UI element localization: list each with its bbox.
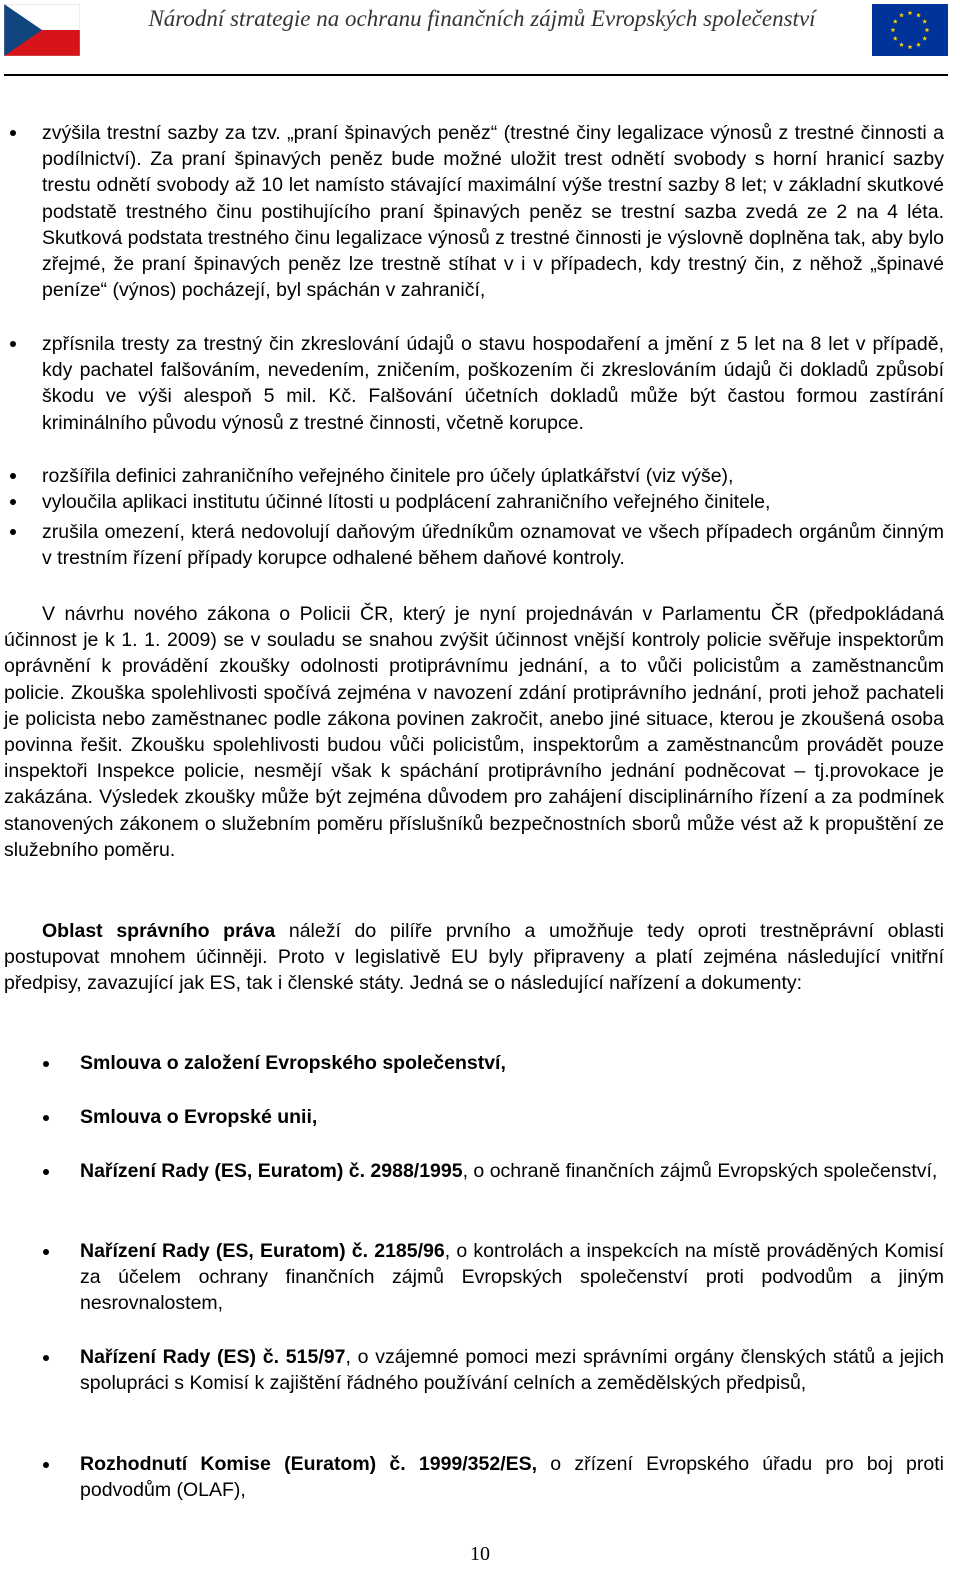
list-item: zpřísnila tresty za trestný čin zkreslování údajů o stavu hospodaření a jmění z 5 let na 8 let v případě, kdy pachatel falšováním, nevedením, zničením, poškozením či zkreslováním údajů či dokladů způsobí škodu ve výši alespoň 5 mil. Kč. Falšování účetních dokladů může být častou formou zastírání kriminálního původu výnosů z trestné činnosti, včetně korupce.	[42, 333, 944, 434]
bullet-dot	[43, 1061, 49, 1067]
page-header	[0, 0, 960, 80]
doc-title: Smlouva o Evropské unii,	[80, 1106, 318, 1128]
paragraph-rest: náleží do pilíře prvního a umožňuje tedy oproti trestněprávní oblasti postupovat mnohem účinněji. Proto v legislativě EU byly připraveny a platí zejména následující vnitřní předpisy, zavazující jak ES, tak i členské státy. Jedná se o následující nařízení a dokumenty:	[4, 920, 944, 995]
paragraph-bold-lead: Oblast správního práva	[42, 920, 276, 942]
list-item	[80, 1238, 944, 1317]
list-item	[80, 1158, 944, 1184]
list-item	[80, 1451, 944, 1503]
bullet-dot	[10, 341, 16, 347]
list-item	[80, 1104, 944, 1130]
bullet-dot	[43, 1115, 49, 1121]
bullet-dot	[10, 130, 16, 136]
list-item: zrušila omezení, která nedovolují daňovým úředníkům oznamovat ve všech případech orgánům činným v trestním řízení případy korupce odhalené během daňové kontroly.	[42, 521, 944, 570]
doc-title: Nařízení Rady (ES, Euratom) č. 2185/96	[80, 1240, 445, 1262]
header-title: Národní strategie na ochranu finančních zájmů Evropských společenství	[148, 6, 816, 31]
header-rule	[4, 74, 948, 76]
bullet-dot	[10, 499, 16, 505]
bullet-dot	[10, 473, 16, 479]
czech-flag-icon	[4, 4, 80, 56]
bullet-dot	[43, 1249, 49, 1255]
list-item: vyloučila aplikaci institutu účinné lítosti u podplácení zahraničního veřejného činitele,	[42, 491, 771, 513]
bullet-dot	[10, 529, 16, 535]
doc-desc: , o kontrolách a inspekcích na místě prováděných Komisí za účelem ochrany finančních zájmů Evropských společenství proti podvodům a jiným nesrovnalostem,	[80, 1240, 944, 1315]
doc-desc: , o ochraně finančních zájmů Evropských společenství,	[462, 1160, 938, 1182]
bullet-dot	[43, 1462, 49, 1468]
list-item: zvýšila trestní sazby za tzv. „praní špinavých peněz“ (trestné činy legalizace výnosů z trestné činnosti a podílnictví). Za praní špinavých peněz bude možné uložit trest odnětí svobody s horní hranicí sazby trestu odnětí svobody až 10 let namísto stávající maximální výše trestní sazby 8 let; v základní skutkové podstatě trestného činu postihujícího praní špinavých peněz se trestní sazba zvedá ze 2 na 4 léta. Skutková podstata trestného činu legalizace výnosů z trestné činnosti je výslovně doplněna tak, aby bylo zřejmé, že praní špinavých peněz lze trestně stíhat v i v případech, kdy trestný čin, z něhož „špinavé peníze“ (výnos) pocházejí, byl spáchán v zahraničí,	[42, 122, 944, 302]
list-item	[80, 1344, 944, 1396]
eu-flag-icon	[872, 4, 948, 56]
doc-desc: o zřízení Evropského úřadu pro boj proti podvodům (OLAF),	[80, 1453, 944, 1502]
bullet-dot	[43, 1169, 49, 1175]
doc-title: Rozhodnutí Komise (Euratom) č. 1999/352/ES,	[80, 1453, 538, 1475]
doc-title: Nařízení Rady (ES) č. 515/97	[80, 1346, 346, 1368]
bullet-dot	[43, 1355, 49, 1361]
doc-desc: , o vzájemné pomoci mezi správními orgány členských států a jejich spolupráci s Komisí k zajištění řádného používání celních a zemědělských předpisů,	[80, 1346, 945, 1395]
doc-title: Nařízení Rady (ES, Euratom) č. 2988/1995	[80, 1160, 463, 1182]
list-item: rozšířila definici zahraničního veřejného činitele pro účely úplatkářství (viz výše),	[42, 465, 734, 487]
paragraph-policie: V návrhu nového zákona o Policii ČR, který je nyní projednáván v Parlamentu ČR (předpokládaná účinnost je k 1. 1. 2009) se v souladu se snahou zvýšit účinnost vnější kontroly policie svěřuje inspektorům oprávnění k provádění zkoušky odolnosti protiprávnímu jednání, a to vůči policistům a zaměstnancům policie. Zkouška spolehlivosti spočívá zejména v navození zdání protiprávního jednání, proti jehož pachateli je policista nebo zaměstnanec podle zákona povinen zakročit, anebo jiné situace, kterou je zkoušená osoba povinna řešit. Zkoušku spolehlivosti budou vůči policistům, inspektorům a zaměstnancům provádět pouze inspektoři Inspekce policie, nesmějí však k spáchání protiprávního jednání podněcovat – tj.provokace je zakázána. Výsledek zkoušky může být zejména důvodem pro zahájení disciplinárního řízení a za podmínek stanovených zákonem o služebním poměru příslušníků bezpečnostních sborů může vést až k propuštění ze služebního poměru.	[4, 603, 944, 861]
paragraph-spravni-pravo	[4, 918, 944, 997]
list-item	[80, 1050, 944, 1076]
doc-title: Smlouva o založení Evropského společenství,	[80, 1052, 506, 1074]
page-number: 10	[470, 1543, 490, 1565]
